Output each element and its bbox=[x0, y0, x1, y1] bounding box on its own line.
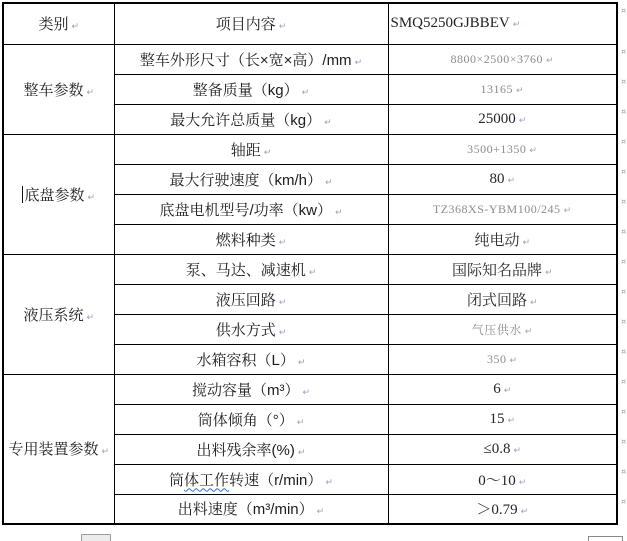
paragraph-mark-icon: ↵ bbox=[302, 387, 311, 398]
paragraph-mark-icon: ↵ bbox=[308, 267, 317, 278]
page-artifact bbox=[81, 534, 111, 541]
spec-label-cell[interactable]: 底盘电机型号/功率（kw） ↵ bbox=[114, 194, 388, 224]
spec-value-cell[interactable]: 6 ↵ bbox=[388, 374, 617, 404]
spec-label-cell[interactable]: 整备质量（kg） ↵ bbox=[114, 74, 388, 104]
paragraph-mark-icon: ↵ bbox=[512, 20, 521, 31]
paragraph-mark-icon: ↵ bbox=[325, 477, 333, 488]
spellcheck-underline-text: 体工作 bbox=[184, 471, 230, 489]
end-of-row-mark-icon: ¤ bbox=[621, 197, 627, 206]
end-of-row-mark-icon: ¤ bbox=[621, 407, 627, 416]
spec-label-cell[interactable]: 整车外形尺寸（长×宽×高）/mm ↵ bbox=[114, 44, 388, 74]
paragraph-mark-icon: ↵ bbox=[101, 447, 110, 458]
spec-label-cell[interactable]: 水箱容积（L） ↵ bbox=[114, 344, 388, 374]
spec-value-cell[interactable]: 8800×2500×3760 ↵ bbox=[388, 44, 617, 74]
paragraph-mark-icon: ↵ bbox=[324, 177, 333, 188]
paragraph-mark-icon: ↵ bbox=[507, 175, 516, 186]
end-of-row-mark-icon: ¤ bbox=[621, 287, 627, 296]
category-cell-0[interactable]: 整车参数 ↵ bbox=[3, 44, 114, 134]
paragraph-mark-icon: ↵ bbox=[546, 55, 555, 66]
header-row bbox=[3, 3, 617, 44]
table-row bbox=[3, 44, 617, 74]
paragraph-mark-icon: ↵ bbox=[301, 87, 310, 98]
spec-label-cell[interactable]: 最大允许总质量（kg） ↵ bbox=[114, 104, 388, 134]
end-of-row-mark-icon: ¤ bbox=[621, 77, 627, 86]
paragraph-mark-icon: ↵ bbox=[524, 326, 533, 337]
spec-label-cell[interactable]: 轴距 ↵ bbox=[114, 134, 388, 164]
spec-table-header bbox=[3, 3, 617, 44]
paragraph-mark-icon: ↵ bbox=[278, 327, 287, 338]
spec-label-cell[interactable]: 最大行驶速度（km/h） ↵ bbox=[114, 164, 388, 194]
table-resize-handle[interactable] bbox=[588, 536, 623, 541]
spec-value-cell[interactable]: 闭式回路 ↵ bbox=[388, 284, 617, 314]
spec-value-cell[interactable]: 国际知名品牌 ↵ bbox=[388, 254, 617, 284]
paragraph-mark-icon: ↵ bbox=[86, 87, 95, 98]
paragraph-mark-icon: ↵ bbox=[509, 355, 518, 366]
paragraph-mark-icon: ↵ bbox=[522, 237, 531, 248]
spec-value-cell[interactable]: 0～10 ↵ bbox=[388, 464, 617, 494]
paragraph-mark-icon: ↵ bbox=[316, 507, 325, 518]
paragraph-mark-icon: ↵ bbox=[507, 415, 516, 426]
end-of-row-mark-icon: ¤ bbox=[621, 137, 627, 146]
spec-table-body bbox=[3, 44, 617, 524]
spec-label-cell[interactable]: 燃料种类 ↵ bbox=[114, 224, 388, 254]
spec-value-cell[interactable]: ≤0.8 ↵ bbox=[388, 434, 617, 464]
header-model-cell[interactable]: SMQ5250GJBBEV ↵ bbox=[388, 3, 617, 44]
end-of-row-mark-icon: ¤ bbox=[621, 317, 627, 326]
spec-value-cell[interactable]: 纯电动 ↵ bbox=[388, 224, 617, 254]
paragraph-mark-icon: ↵ bbox=[515, 85, 525, 96]
spec-table bbox=[2, 2, 618, 525]
spec-label-cell[interactable]: 液压回路 ↵ bbox=[114, 284, 388, 314]
end-of-row-mark-icon: ¤ bbox=[621, 347, 627, 356]
paragraph-mark-icon: ↵ bbox=[518, 477, 527, 488]
paragraph-mark-icon: ↵ bbox=[278, 237, 287, 248]
end-of-row-mark-icon: ¤ bbox=[621, 467, 627, 476]
end-of-row-mark-icon: ¤ bbox=[621, 437, 627, 446]
end-of-row-mark-icon: ¤ bbox=[621, 377, 627, 386]
spec-value-cell[interactable]: 25000 ↵ bbox=[388, 104, 617, 134]
category-cell-2[interactable]: 液压系统 ↵ bbox=[3, 254, 114, 374]
paragraph-mark-icon: ↵ bbox=[278, 297, 287, 308]
text-cursor bbox=[22, 186, 23, 203]
paragraph-mark-icon: ↵ bbox=[297, 447, 306, 458]
paragraph-mark-icon: ↵ bbox=[354, 57, 363, 68]
end-of-row-mark-icon: ¤ bbox=[621, 47, 627, 56]
spec-value-cell[interactable]: TZ368XS-YBM100/245 ↵ bbox=[388, 194, 617, 224]
paragraph-mark-icon: ↵ bbox=[334, 207, 343, 218]
table-row bbox=[3, 254, 617, 284]
paragraph-mark-icon: ↵ bbox=[529, 145, 538, 156]
paragraph-mark-icon: ↵ bbox=[324, 117, 332, 128]
spec-value-cell[interactable]: 15 ↵ bbox=[388, 404, 617, 434]
spec-label-cell[interactable]: 泵、马达、减速机 ↵ bbox=[114, 254, 388, 284]
spec-label-cell[interactable]: 出料残余率(%) ↵ bbox=[114, 434, 388, 464]
end-of-row-mark-icon: ¤ bbox=[621, 107, 627, 116]
spec-label-cell[interactable]: 搅动容量（m³） ↵ bbox=[114, 374, 388, 404]
paragraph-mark-icon: ↵ bbox=[518, 115, 527, 126]
spec-value-cell[interactable]: 气压供水 ↵ bbox=[388, 314, 617, 344]
spec-label-cell[interactable]: 筒体倾角（°） ↵ bbox=[114, 404, 388, 434]
end-of-row-mark-icon: ¤ bbox=[621, 227, 627, 236]
end-of-row-mark-icon: ¤ bbox=[621, 6, 627, 15]
paragraph-mark-icon: ↵ bbox=[503, 385, 512, 396]
category-cell-1[interactable]: 底盘参数 ↵ bbox=[3, 134, 114, 254]
table-row bbox=[3, 134, 617, 164]
spec-label-cell[interactable]: 供水方式 ↵ bbox=[114, 314, 388, 344]
spec-value-cell[interactable]: 350 ↵ bbox=[388, 344, 617, 374]
spec-value-cell[interactable]: 3500+1350 ↵ bbox=[388, 134, 617, 164]
paragraph-mark-icon: ↵ bbox=[71, 22, 80, 33]
paragraph-mark-icon: ↵ bbox=[297, 357, 306, 368]
paragraph-mark-icon: ↵ bbox=[520, 507, 529, 518]
paragraph-mark-icon: ↵ bbox=[513, 445, 522, 456]
end-of-row-mark-icon: ¤ bbox=[621, 167, 627, 176]
table-row bbox=[3, 374, 617, 404]
spec-value-cell[interactable]: ＞0.79 ↵ bbox=[388, 494, 617, 524]
paragraph-mark-icon: ↵ bbox=[563, 205, 572, 216]
header-category-cell[interactable]: 类别 ↵ bbox=[3, 3, 114, 44]
spec-value-cell[interactable]: 80 ↵ bbox=[388, 164, 617, 194]
paragraph-mark-icon: ↵ bbox=[263, 147, 272, 158]
paragraph-mark-icon: ↵ bbox=[86, 312, 95, 323]
spec-label-cell[interactable]: 筒体工作转速（r/min） ↵ bbox=[114, 464, 388, 494]
paragraph-mark-icon: ↵ bbox=[529, 297, 538, 308]
spec-value-cell[interactable]: 13165 ↵ bbox=[388, 74, 617, 104]
spec-label-cell[interactable]: 出料速度（m³/min） ↵ bbox=[114, 494, 388, 524]
paragraph-mark-icon: ↵ bbox=[296, 417, 305, 428]
paragraph-mark-icon: ↵ bbox=[544, 267, 553, 278]
end-of-row-mark-icon: ¤ bbox=[621, 257, 627, 266]
end-of-row-mark-icon: ¤ bbox=[621, 497, 627, 506]
header-item-cell[interactable]: 项目内容 ↵ bbox=[114, 3, 388, 44]
paragraph-mark-icon: ↵ bbox=[278, 22, 287, 33]
category-cell-3[interactable]: 专用装置参数 ↵ bbox=[3, 374, 114, 524]
paragraph-mark-icon: ↵ bbox=[87, 192, 96, 203]
